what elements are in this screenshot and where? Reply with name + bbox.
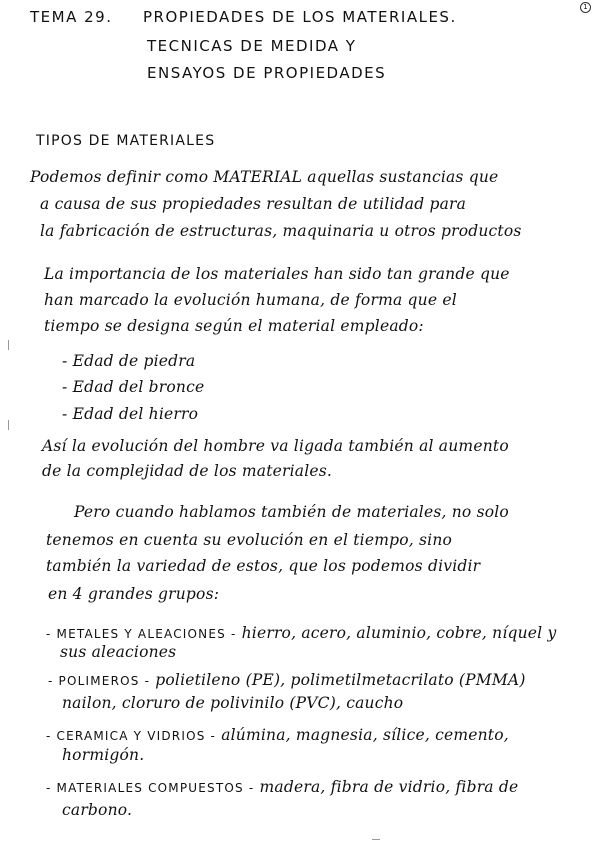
group-composites-head: - MATERIALES COMPUESTOS - [46,781,255,795]
group-ceramics [46,725,509,744]
page-number: 1 [580,2,591,13]
title-line-1: PROPIEDADES DE LOS MATERIALES. [143,8,457,26]
para1-line-2: a causa de sus propiedades resultan de utilidad para [40,195,467,213]
group-polymers-head: - POLIMEROS - [48,674,151,688]
group-ceramics-text-2: hormigón. [62,746,145,764]
para2-line-3: tiempo se designa según el material empleado: [44,317,424,335]
group-polymers [48,670,526,689]
group-metals [46,623,556,642]
group-polymers-text-2: nailon, cloruro de polivinilo (PVC), caucho [62,694,404,712]
title-line-3: ENSAYOS DE PROPIEDADES [147,64,387,82]
group-composites-text: madera, fibra de vidrio, fibra de [254,778,519,796]
age-item-iron: - Edad del hierro [62,405,199,423]
group-metals-text: hierro, acero, aluminio, cobre, níquel y [236,624,557,642]
bottom-scan-mark [372,839,380,840]
margin-scan-mark [8,340,9,350]
group-polymers-text: polietileno (PE), polimetilmetacrilato (PMMA) [150,671,526,689]
section-title: TIPOS DE MATERIALES [36,133,216,149]
group-composites-text-2: carbono. [62,801,133,819]
para4-line-3: también la variedad de estos, que los podemos dividir [46,557,481,575]
margin-scan-mark [8,420,9,430]
topic-number: TEMA 29. [30,8,113,26]
para2-line-2: han marcado la evolución humana, de forma que el [44,291,457,309]
group-ceramics-text: alúmina, magnesia, sílice, cemento, [216,726,509,744]
para1-line-3: la fabricación de estructuras, maquinaria u otros productos [40,222,522,240]
group-metals-text-2: sus aleaciones [60,643,177,661]
para3-line-2: de la complejidad de los materiales. [42,462,333,480]
age-item-stone: - Edad de piedra [62,352,196,370]
group-metals-head: - METALES Y ALEACIONES - [46,627,237,641]
para2-line-1: La importancia de los materiales han sido tan grande que [44,265,510,283]
para4-line-2: tenemos en cuenta su evolución en el tiempo, sino [46,531,453,549]
group-ceramics-head: - CERAMICA Y VIDRIOS - [46,729,217,743]
para3-line-1: Así la evolución del hombre va ligada también al aumento [42,437,509,455]
age-item-bronze: - Edad del bronce [62,378,205,396]
title-line-2: TECNICAS DE MEDIDA Y [147,37,357,55]
group-composites [46,777,518,796]
para4-line-4: en 4 grandes grupos: [48,585,220,603]
para1-line-1: Podemos definir como MATERIAL aquellas sustancias que [30,168,499,186]
para4-line-1: Pero cuando hablamos también de materiales, no solo [74,503,509,521]
